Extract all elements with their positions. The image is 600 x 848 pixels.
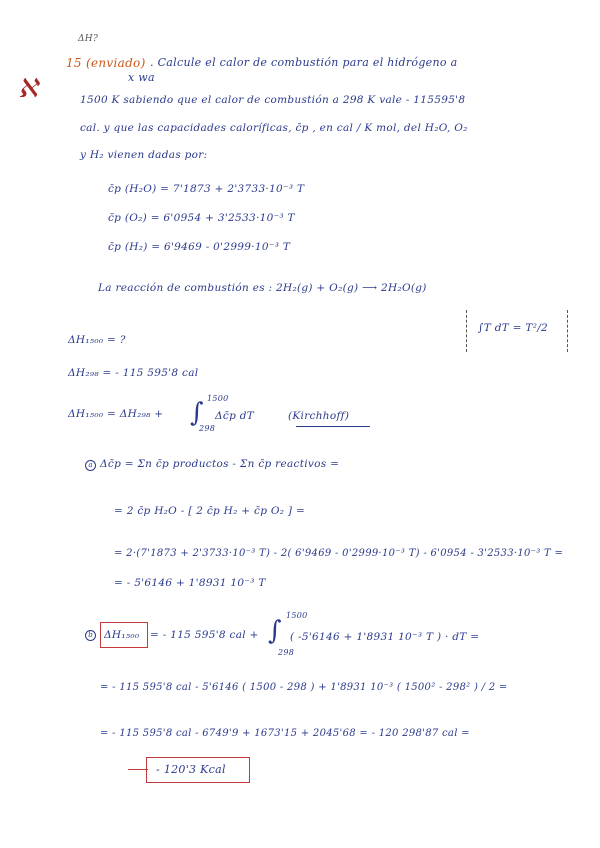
- integral-upper-1: 1500: [207, 394, 229, 403]
- cp-h2o: c̄p (H₂O) = 7'1873 + 2'3733·10⁻³ T: [108, 183, 305, 195]
- integral-lower-1: 298: [199, 424, 216, 433]
- statement-line-3: y H₂ vienen dadas por:: [80, 149, 208, 161]
- question-dh1500: ΔH₁₅₀₀ = ?: [68, 334, 126, 346]
- problem-number: 15 (enviado): [66, 56, 146, 70]
- bullet-b: b: [85, 630, 96, 641]
- kirchhoff-lhs: ΔH₁₅₀₀ = ΔH₂₉₈ +: [68, 408, 164, 420]
- delta-h-annotation: ΔH?: [78, 34, 99, 44]
- bullet-a: a: [85, 460, 96, 471]
- dh1500-integrand: ( -5'6146 + 1'8931 10⁻³ T ) · dT =: [290, 631, 480, 643]
- delta-cp-result: = - 5'6146 + 1'8931 10⁻³ T: [114, 577, 266, 589]
- delta-cp-substitute: = 2·(7'1873 + 2'3733·10⁻³ T) - 2( 6'9469 - 0'2999·10⁻³ T) - 6'0954 - 3'2533·10⁻³ T =: [114, 548, 564, 559]
- dh1500-eq: = - 115 595'8 cal +: [150, 629, 259, 641]
- statement-line-1: 1500 K sabiendo que el calor de combustión a 298 K vale - 115595'8: [80, 94, 466, 106]
- problem-title-cont: x wa: [128, 71, 155, 84]
- integral-note: ∫T dT = T²/2: [478, 322, 549, 334]
- dh1500-step2: = - 115 595'8 cal - 5'6146 ( 1500 - 298 ) + 1'8931 10⁻³ ( 1500² - 298² ) / 2 =: [100, 682, 508, 693]
- integral-upper-2: 1500: [286, 611, 308, 620]
- kirchhoff-underline: [296, 426, 370, 427]
- final-answer: - 120'3 Kcal: [156, 763, 226, 776]
- integral-lower-2: 298: [278, 648, 295, 657]
- delta-cp-expand: = 2 c̄p H₂O - [ 2 c̄p H₂ + c̄p O₂ ] =: [114, 505, 306, 517]
- dh298-value: ΔH₂₉₈ = - 115 595'8 cal: [68, 367, 199, 379]
- kirchhoff-integrand: Δc̄p dT: [215, 410, 255, 422]
- combustion-reaction: La reacción de combustión es : 2H₂(g) + O₂(g) ⟶ 2H₂O(g): [98, 282, 427, 294]
- dh1500-label: ΔH₁₅₀₀: [104, 629, 140, 641]
- final-answer-pointer: [128, 769, 148, 770]
- delta-cp-def: Δc̄p = Σn c̄p productos - Σn c̄p reactivos =: [100, 458, 340, 470]
- dh1500-step3: = - 115 595'8 cal - 6749'9 + 1673'15 + 2045'68 = - 120 298'87 cal =: [100, 728, 470, 739]
- statement-line-2: cal. y que las capacidades caloríficas, c̄p , en cal / K mol, del H₂O, O₂: [80, 122, 468, 134]
- problem-title: . Calcule el calor de combustión para el hidrógeno a: [150, 56, 458, 69]
- cp-o2: c̄p (O₂) = 6'0954 + 3'2533·10⁻³ T: [108, 212, 295, 224]
- integral-sign-1: ∫: [190, 398, 204, 428]
- integral-sign-2: ∫: [268, 616, 282, 646]
- cp-h2: c̄p (H₂) = 6'9469 - 0'2999·10⁻³ T: [108, 241, 291, 253]
- handwritten-mark: ℵ: [18, 74, 38, 104]
- kirchhoff-label: (Kirchhoff): [288, 410, 350, 422]
